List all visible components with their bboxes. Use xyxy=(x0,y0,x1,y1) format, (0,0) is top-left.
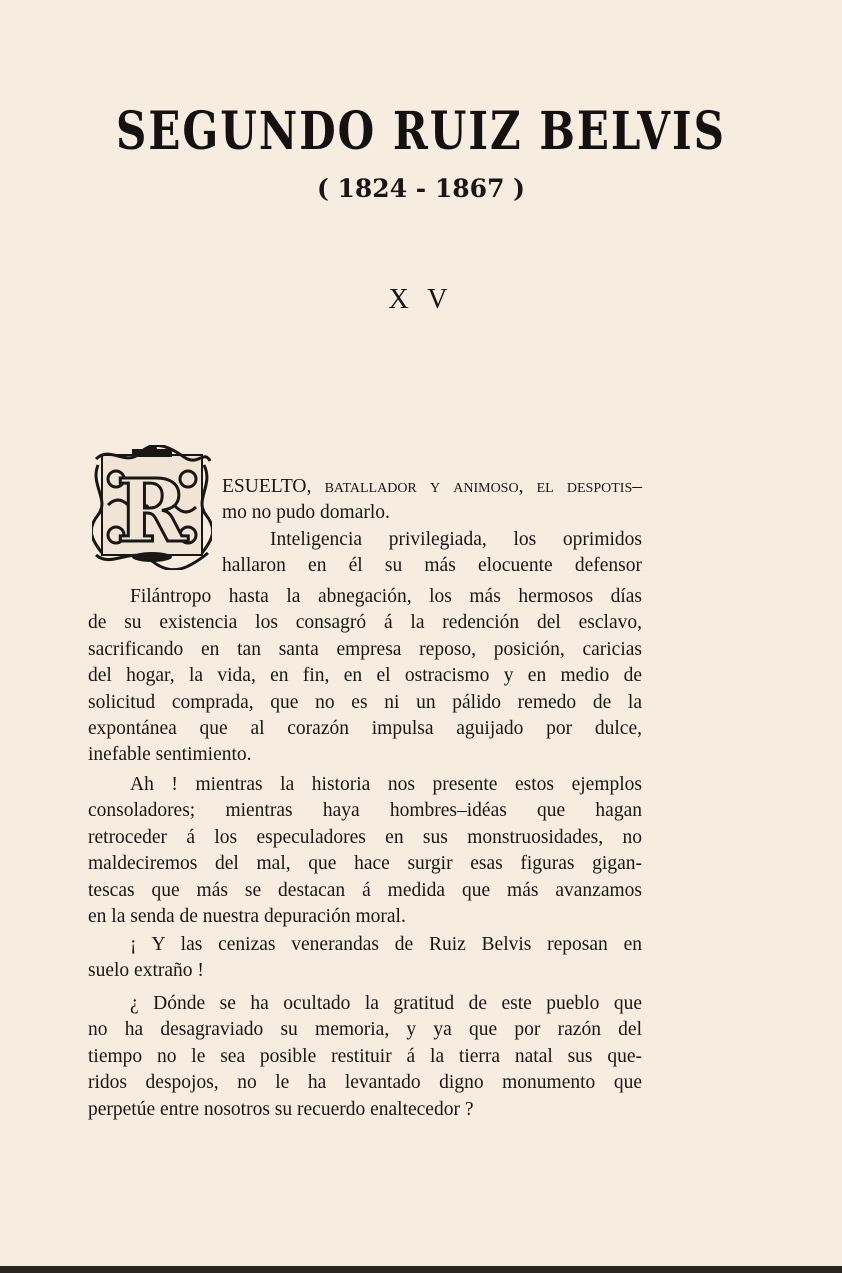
ornamental-initial-icon xyxy=(92,445,212,570)
text-line: perpetúe entre nosotros su recuerdo enaltecedor ? xyxy=(88,1098,474,1120)
text-line: del hogar, la vida, en fin, en el ostracismo y en medio de xyxy=(88,665,642,687)
text-line: retroceder á los especuladores en sus monstruosidades, no xyxy=(88,826,642,848)
paragraph xyxy=(88,584,642,769)
text-line: tiempo no le sea posible restituir á la tierra natal sus que- xyxy=(88,1045,642,1067)
chapter-number: X V xyxy=(388,284,454,315)
text-line: ESUELTO, batallador y animoso, el despotis– xyxy=(222,476,642,497)
text-line: expontánea que al corazón impulsa aguijado por dulce, xyxy=(88,717,642,739)
text-line: consoladores; mientras haya hombres–idéas que hagan xyxy=(88,800,642,822)
paragraph xyxy=(88,772,642,930)
text-line: ridos despojos, no le ha levantado digno monumento que xyxy=(88,1072,642,1094)
text-line: ¡ Y las cenizas venerandas de Ruiz Belvis reposan en xyxy=(130,934,642,955)
paragraph xyxy=(222,527,642,580)
text-line: tescas que más se destacan á medida que más avanzamos xyxy=(88,879,642,901)
paragraph xyxy=(222,474,642,527)
paragraph xyxy=(88,991,642,1123)
page-title: SEGUNDO RUIZ BELVIS xyxy=(116,100,726,162)
text-line: inefable sentimiento. xyxy=(88,744,252,766)
text-line: Ah ! mientras la historia nos presente estos ejemplos xyxy=(130,774,642,795)
text-line: en la senda de nuestra depuración moral. xyxy=(88,905,406,927)
paragraph xyxy=(88,932,642,985)
text-line: suelo extraño ! xyxy=(88,960,204,982)
text-line: Filántropo hasta la abnegación, los más hermosos días xyxy=(130,586,642,607)
text-line: de su existencia los consagró á la redención del esclavo, xyxy=(88,612,642,634)
text-line: mo no pudo domarlo. xyxy=(222,502,390,524)
text-line: hallaron en él su más elocuente defensor xyxy=(222,555,642,577)
text-line: sacrificando en tan santa empresa reposo, posición, caricias xyxy=(88,638,642,660)
life-dates: ( 1824 - 1867 ) xyxy=(316,174,525,203)
text-line: no ha desagraviado su memoria, y ya que por razón del xyxy=(88,1019,642,1041)
text-line: maldeciremos del mal, que hace surgir esas figuras gigan- xyxy=(88,853,642,875)
drop-cap-letter: R xyxy=(116,461,188,562)
text-line: Inteligencia privilegiada, los oprimidos xyxy=(270,529,642,550)
page-bottom-edge xyxy=(0,1266,842,1273)
text-line: solicitud comprada, que no es ni un pálido remedo de la xyxy=(88,691,642,713)
text-line: ¿ Dónde se ha ocultado la gratitud de este pueblo que xyxy=(130,993,642,1014)
